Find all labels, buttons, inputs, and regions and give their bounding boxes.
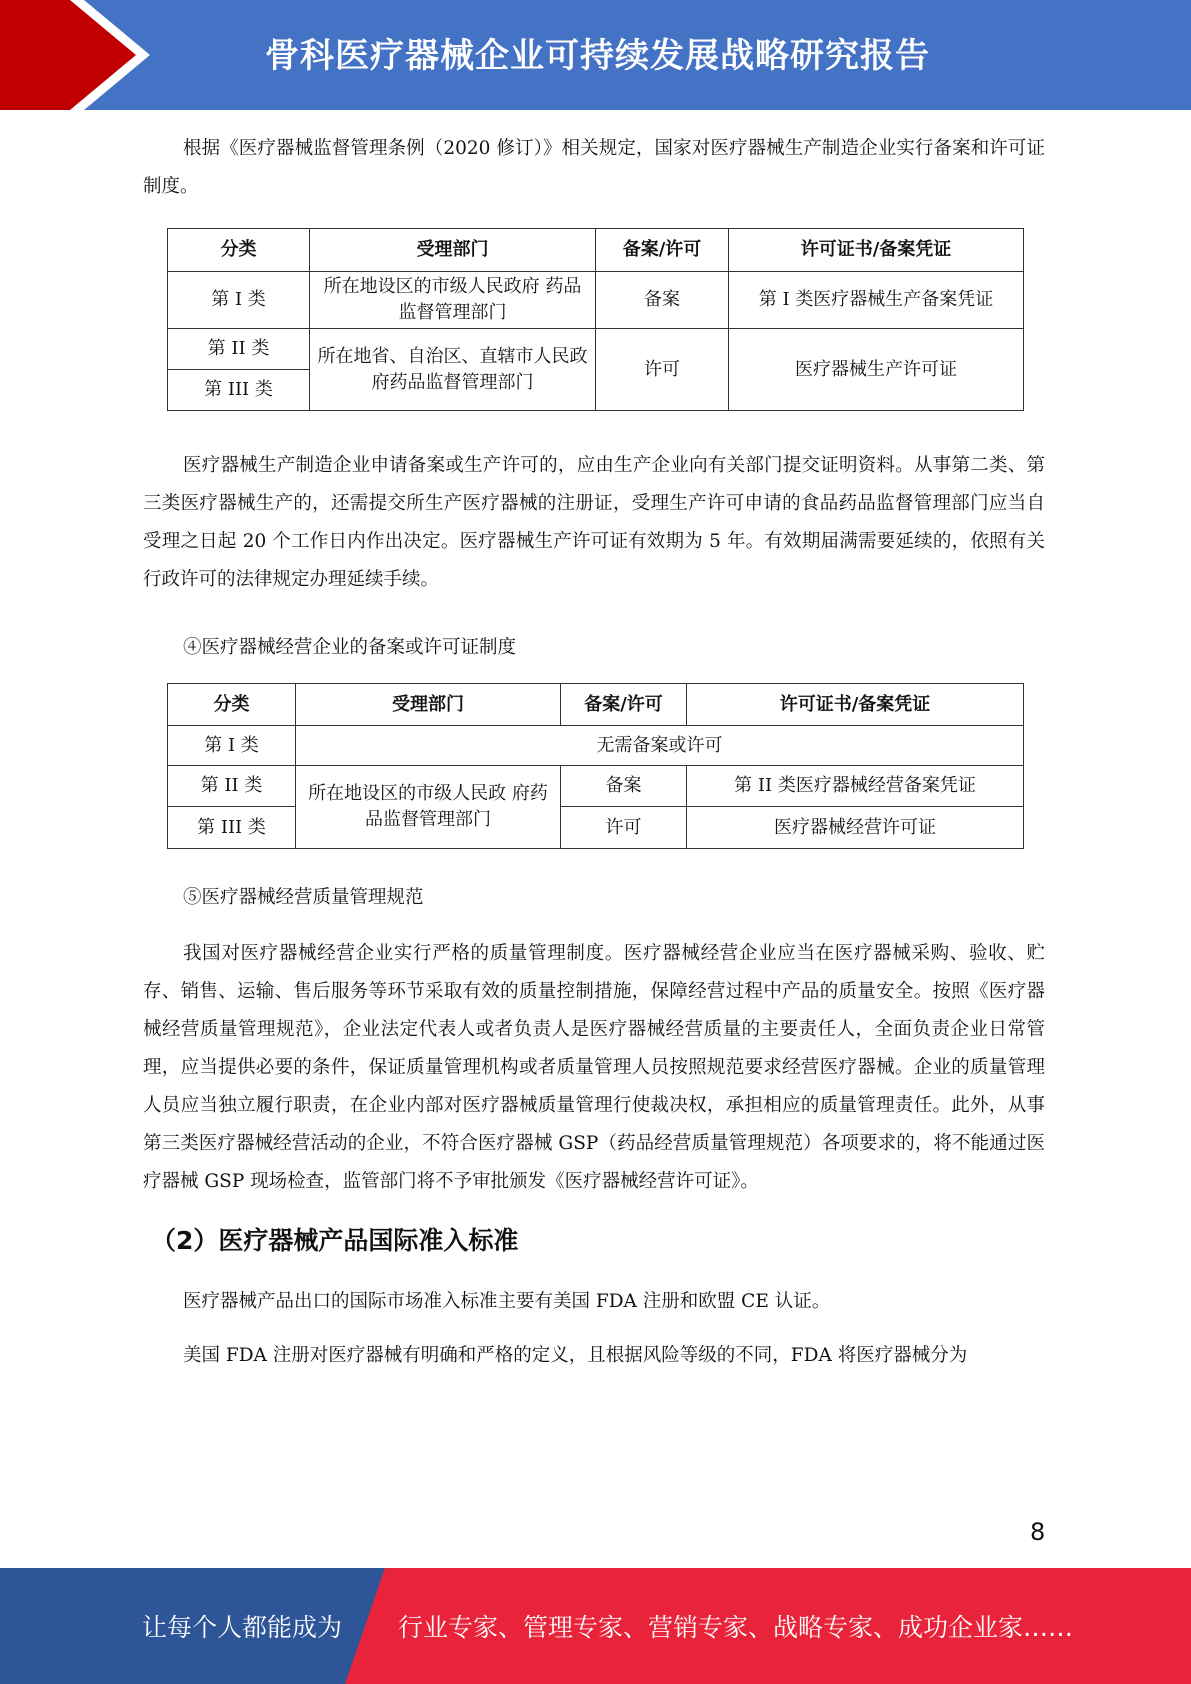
table-cell: 医疗器械生产许可证 <box>729 329 1024 411</box>
table-header: 受理部门 <box>310 229 596 272</box>
production-license-table <box>167 228 1024 411</box>
table-header: 备案/许可 <box>561 684 687 726</box>
subheading-4: ④医疗器械经营企业的备案或许可证制度 <box>183 637 517 658</box>
table-cell: 所在地设区的市级人民政府 药品监督管理部门 <box>310 272 596 329</box>
fda-paragraph: 美国 FDA 注册对医疗器械有明确和严格的定义，且根据风险等级的不同，FDA 将医疗器械分为 <box>183 1345 968 1366</box>
report-title: 骨科医疗器械企业可持续发展战略研究报告 <box>265 36 930 76</box>
table-cell: 第 II 类 <box>168 329 310 370</box>
table-cell: 医疗器械经营许可证 <box>687 807 1024 849</box>
table-cell: 备案 <box>561 766 687 807</box>
page-footer <box>0 1568 1191 1684</box>
footer-slogan-left: 让每个人都能成为 <box>142 1613 343 1642</box>
section-heading: （2）医疗器械产品国际准入标准 <box>151 1226 519 1255</box>
table-cell: 所在地省、自治区、直辖市人民政府药品监督管理部门 <box>310 329 596 411</box>
intro-paragraph: 根据《医疗器械监督管理条例（2020 修订）》相关规定，国家对医疗器械生产制造企业实行备案和许可证制度。 <box>143 138 1045 197</box>
footer-slogan-right: 行业专家、管理专家、营销专家、战略专家、成功企业家…… <box>398 1613 1074 1642</box>
table-header: 分类 <box>168 684 296 726</box>
table-cell: 无需备案或许可 <box>296 726 1024 766</box>
operation-license-table <box>167 683 1024 849</box>
table-header: 许可证书/备案凭证 <box>729 229 1024 272</box>
page-number: 8 <box>1030 1518 1046 1546</box>
table-cell: 第 I 类医疗器械生产备案凭证 <box>729 272 1024 329</box>
table-header: 备案/许可 <box>596 229 729 272</box>
table-cell: 第 III 类 <box>168 370 310 411</box>
table-cell: 许可 <box>596 329 729 411</box>
document-body <box>143 130 1045 1375</box>
quality-paragraph: 我国对医疗器械经营企业实行严格的质量管理制度。医疗器械经营企业应当在医疗器械采购、验收、贮存、销售、运输、售后服务等环节采取有效的质量控制措施，保障经营过程中产品的质量安全。按照《医疗器械经营质量管理规范》，企业法定代表人或者负责人是医疗器械经营质量的主要责任人，全面负责企业日常管理，应当提供必要的条件，保证质量管理机构或者质量管理人员按照规范要求经营医疗器械。企业的质量管理人员应当独立履行职责，在企业内部对医疗器械质量管理行使裁决权，承担相应的质量管理责任。此外，从事第三类医疗器械经营活动的企业，不符合医疗器械 GSP（药品经营质量管理规范）各项要求的，将不能通过医疗器械 GSP 现场检查，监管部门将不予审批颁发《医疗器械经营许可证》。 <box>143 943 1045 1192</box>
table-cell: 第 III 类 <box>168 807 296 849</box>
table-header: 受理部门 <box>296 684 561 726</box>
table-cell: 第 I 类 <box>168 272 310 329</box>
page-header <box>0 0 1191 110</box>
header-arrow-decoration <box>0 0 160 110</box>
table-cell: 第 II 类医疗器械经营备案凭证 <box>687 766 1024 807</box>
table-cell: 所在地设区的市级人民政 府药品监督管理部门 <box>296 766 561 849</box>
table-cell: 第 II 类 <box>168 766 296 807</box>
subheading-5: ⑤医疗器械经营质量管理规范 <box>183 887 424 908</box>
export-paragraph: 医疗器械产品出口的国际市场准入标准主要有美国 FDA 注册和欧盟 CE 认证。 <box>183 1291 831 1312</box>
table-header: 许可证书/备案凭证 <box>687 684 1024 726</box>
table-header: 分类 <box>168 229 310 272</box>
table-cell: 许可 <box>561 807 687 849</box>
table-cell: 备案 <box>596 272 729 329</box>
production-paragraph: 医疗器械生产制造企业申请备案或生产许可的，应由生产企业向有关部门提交证明资料。从事第二类、第三类医疗器械生产的，还需提交所生产医疗器械的注册证，受理生产许可申请的食品药品监督管理部门应当自受理之日起 20 个工作日内作出决定。医疗器械生产许可证有效期为 5 年。有效期届满需要延续的，依照有关行政许可的法律规定办理延续手续。 <box>143 455 1045 590</box>
table-cell: 第 I 类 <box>168 726 296 766</box>
